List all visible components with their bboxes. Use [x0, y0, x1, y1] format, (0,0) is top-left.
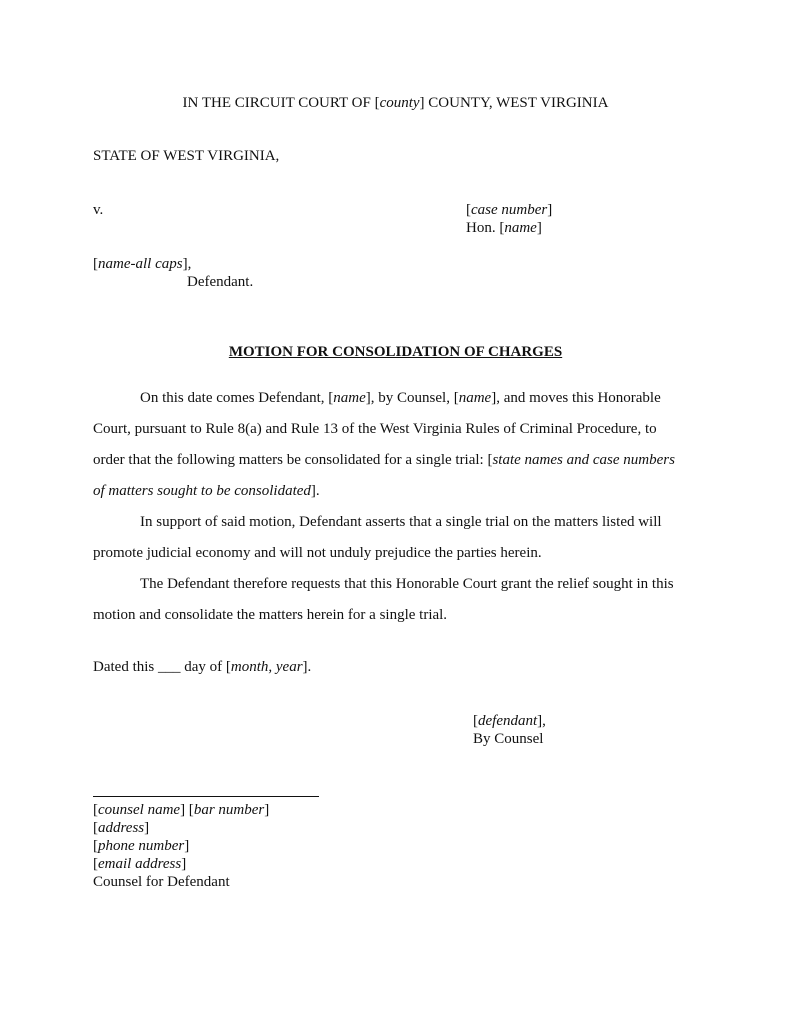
- counsel-phone-line: [phone number]: [93, 838, 190, 854]
- defendant-name-line: [name-all caps],: [93, 256, 192, 272]
- case-number-line: [case number]: [466, 202, 553, 218]
- counsel-address-line: [address]: [93, 820, 150, 836]
- date-placeholder: month, year: [230, 659, 303, 675]
- matters-placeholder: state names and case numbers: [492, 452, 675, 468]
- judge-line: Hon. [name]: [466, 220, 542, 236]
- defendant-name-placeholder: name-all caps: [98, 256, 183, 272]
- body-line: order that the following matters be consolidated for a single trial: [state names and case numbers: [93, 452, 675, 468]
- body-line: of matters sought to be consolidated].: [93, 483, 320, 499]
- body-line: The Defendant therefore requests that this Honorable Court grant the relief sought in this: [140, 576, 674, 592]
- body-line: In support of said motion, Defendant asserts that a single trial on the matters listed will: [140, 514, 662, 530]
- case-info-block: [466, 201, 552, 237]
- defendant-label: Defendant.: [187, 274, 254, 290]
- defendant-signature-placeholder: defendant: [478, 713, 538, 729]
- by-counsel-label: By Counsel: [473, 731, 544, 747]
- defendant-placeholder: name: [333, 390, 366, 406]
- court-heading: IN THE CIRCUIT COURT OF [county] COUNTY, WEST VIRGINIA: [182, 95, 609, 111]
- counsel-info-block: [93, 801, 269, 891]
- counsel-email-line: [email address]: [93, 856, 187, 872]
- body-line: On this date comes Defendant, [name], by Counsel, [name], and moves this Honorable: [140, 390, 661, 406]
- body-line: Court, pursuant to Rule 8(a) and Rule 13 of the West Virginia Rules of Criminal Procedure, to: [93, 421, 657, 437]
- counsel-role: Counsel for Defendant: [93, 874, 230, 890]
- dated-line: Dated this ___ day of [month, year].: [93, 659, 312, 675]
- motion-title: MOTION FOR CONSOLIDATION OF CHARGES: [228, 344, 563, 360]
- counsel-signature-line: [93, 796, 319, 797]
- county-placeholder: county: [379, 95, 420, 111]
- counsel-name-line: [counsel name] [bar number]: [93, 802, 270, 818]
- counsel-name-placeholder: counsel name: [98, 802, 181, 818]
- signature-block: [473, 712, 546, 748]
- defendant-signature-line: [defendant],: [473, 713, 546, 729]
- bar-number-placeholder: bar number: [193, 802, 265, 818]
- email-placeholder: email address: [98, 856, 182, 872]
- motion-body: [93, 383, 699, 631]
- address-placeholder: address: [98, 820, 145, 836]
- versus-label: v.: [93, 202, 104, 218]
- matters-placeholder-cont: of matters sought to be consolidated: [93, 483, 311, 499]
- body-line: promote judicial economy and will not unduly prejudice the parties herein.: [93, 545, 542, 561]
- plaintiff-name: STATE OF WEST VIRGINIA,: [93, 148, 280, 164]
- body-line: motion and consolidate the matters herein for a single trial.: [93, 607, 448, 623]
- case-number-placeholder: case number: [471, 202, 548, 218]
- phone-placeholder: phone number: [98, 838, 185, 854]
- judge-name-placeholder: name: [504, 220, 537, 236]
- counsel-placeholder: name: [458, 390, 492, 406]
